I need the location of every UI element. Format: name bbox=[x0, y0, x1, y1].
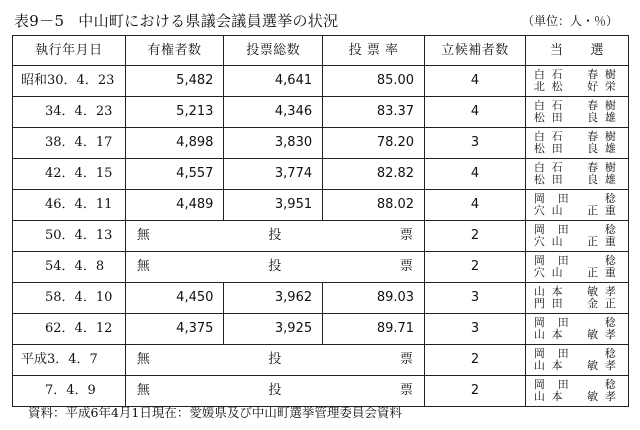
winner-name bbox=[526, 112, 628, 124]
date-text: 46．4．11 bbox=[45, 197, 113, 212]
header-row bbox=[13, 36, 629, 66]
winner-name bbox=[526, 391, 628, 403]
table-row bbox=[13, 376, 629, 407]
winner-name-text: 岡田 稔 bbox=[533, 378, 616, 391]
cell-votes: 4,641 bbox=[224, 66, 323, 97]
date-text: 50．4．13 bbox=[45, 228, 113, 243]
cell-rate: 82.82 bbox=[323, 159, 425, 190]
election-table bbox=[12, 35, 629, 407]
cell-votes: 3,951 bbox=[224, 190, 323, 221]
cell-date bbox=[13, 190, 126, 221]
cell-rate: 83.37 bbox=[323, 97, 425, 128]
cell-winners bbox=[525, 314, 628, 345]
winner-name bbox=[526, 329, 628, 341]
cell-voters: 4,450 bbox=[125, 283, 224, 314]
table-number: 表9－5 bbox=[14, 12, 65, 30]
winner-name-text: 松田 良雄 bbox=[533, 173, 616, 186]
cell-date bbox=[13, 97, 126, 128]
date-text: 38．4．17 bbox=[45, 135, 113, 150]
table-body bbox=[13, 66, 629, 407]
cell-date bbox=[13, 159, 126, 190]
no-vote-char: 投 bbox=[268, 383, 282, 398]
cell-date bbox=[13, 221, 126, 252]
cell-winners bbox=[525, 345, 628, 376]
cell-voters: 5,482 bbox=[125, 66, 224, 97]
date-text: 34．4．23 bbox=[45, 104, 113, 119]
cell-voters: 4,489 bbox=[125, 190, 224, 221]
cell-voters: 4,375 bbox=[125, 314, 224, 345]
header-candidates: 立候補者数 bbox=[425, 36, 526, 66]
cell-winners bbox=[525, 376, 628, 407]
cell-no-vote bbox=[125, 345, 424, 376]
cell-date bbox=[13, 345, 126, 376]
header-winners: 当 選 bbox=[525, 36, 628, 66]
winner-name-text: 白石 春樹 bbox=[533, 68, 616, 81]
date-text: 58．4．10 bbox=[45, 290, 113, 305]
winner-name-text: 岡田 稔 bbox=[533, 347, 616, 360]
table-title bbox=[14, 10, 338, 31]
cell-winners bbox=[525, 221, 628, 252]
cell-voters: 4,898 bbox=[125, 128, 224, 159]
cell-winners bbox=[525, 283, 628, 314]
no-vote-char: 票 bbox=[399, 259, 413, 274]
no-vote-char: 無 bbox=[136, 259, 150, 274]
cell-winners bbox=[525, 66, 628, 97]
table-row bbox=[13, 128, 629, 159]
cell-date bbox=[13, 314, 126, 345]
cell-winners bbox=[525, 97, 628, 128]
cell-voters: 5,213 bbox=[125, 97, 224, 128]
winner-name-text: 松田 良雄 bbox=[533, 142, 616, 155]
no-vote-char: 票 bbox=[399, 228, 413, 243]
cell-candidates: 3 bbox=[425, 314, 526, 345]
table-row bbox=[13, 97, 629, 128]
cell-candidates: 4 bbox=[425, 97, 526, 128]
no-vote-char: 投 bbox=[268, 259, 282, 274]
cell-date bbox=[13, 128, 126, 159]
cell-date bbox=[13, 66, 126, 97]
winner-name-text: 松田 良雄 bbox=[533, 111, 616, 124]
winner-name bbox=[526, 174, 628, 186]
table-row bbox=[13, 159, 629, 190]
cell-rate: 85.00 bbox=[323, 66, 425, 97]
cell-date bbox=[13, 376, 126, 407]
date-text: 62．4．12 bbox=[45, 321, 113, 336]
winner-name-text: 岡田 稔 bbox=[533, 223, 616, 236]
cell-candidates: 4 bbox=[425, 159, 526, 190]
winner-name-text: 岡田 稔 bbox=[533, 192, 616, 205]
cell-candidates: 2 bbox=[425, 221, 526, 252]
winner-name bbox=[526, 205, 628, 217]
table-row bbox=[13, 283, 629, 314]
cell-votes: 3,962 bbox=[224, 283, 323, 314]
winner-name bbox=[526, 298, 628, 310]
cell-winners bbox=[525, 190, 628, 221]
unit-note: （単位：人・％） bbox=[521, 14, 618, 28]
winner-name-text: 山本 敏孝 bbox=[533, 390, 616, 403]
table-title-text: 中山町における県議会議員選挙の状況 bbox=[78, 12, 339, 30]
no-vote-char: 投 bbox=[268, 228, 282, 243]
source-note: 資料：平成6年4月1日現在：愛媛県及び中山町選挙管理委員会資料 bbox=[28, 405, 402, 420]
winner-name-text: 山本 敏孝 bbox=[533, 285, 616, 298]
cell-winners bbox=[525, 252, 628, 283]
table-row bbox=[13, 66, 629, 97]
winner-name-text: 白石 春樹 bbox=[533, 130, 616, 143]
cell-candidates: 4 bbox=[425, 66, 526, 97]
date-text: 42．4．15 bbox=[45, 166, 113, 181]
table-row bbox=[13, 345, 629, 376]
winner-name-text: 穴山 正重 bbox=[533, 204, 616, 217]
winner-name-text: 門田 金正 bbox=[533, 297, 616, 310]
date-text: 平成3．4．7 bbox=[21, 352, 98, 367]
winner-name-text: 穴山 正重 bbox=[533, 235, 616, 248]
winner-name bbox=[526, 81, 628, 93]
no-vote-char: 票 bbox=[399, 383, 413, 398]
winner-name bbox=[526, 143, 628, 155]
winner-name-text: 白石 春樹 bbox=[533, 99, 616, 112]
cell-votes: 3,774 bbox=[224, 159, 323, 190]
winner-name-text: 白石 春樹 bbox=[533, 161, 616, 174]
winner-name-text: 穴山 正重 bbox=[533, 266, 616, 279]
cell-candidates: 3 bbox=[425, 283, 526, 314]
cell-rate: 88.02 bbox=[323, 190, 425, 221]
cell-rate: 78.20 bbox=[323, 128, 425, 159]
winner-name-text: 山本 敏孝 bbox=[533, 328, 616, 341]
table-row bbox=[13, 252, 629, 283]
cell-rate: 89.71 bbox=[323, 314, 425, 345]
cell-winners bbox=[525, 128, 628, 159]
cell-votes: 4,346 bbox=[224, 97, 323, 128]
cell-votes: 3,830 bbox=[224, 128, 323, 159]
table-row bbox=[13, 221, 629, 252]
cell-candidates: 2 bbox=[425, 252, 526, 283]
date-text: 7．4．9 bbox=[45, 383, 96, 398]
header-votes: 投票総数 bbox=[224, 36, 323, 66]
header-rate: 投 票 率 bbox=[323, 36, 425, 66]
winner-name-text: 山本 敏孝 bbox=[533, 359, 616, 372]
no-vote-char: 無 bbox=[136, 383, 150, 398]
cell-date bbox=[13, 283, 126, 314]
header-date: 執行年月日 bbox=[13, 36, 126, 66]
header-voters: 有権者数 bbox=[125, 36, 224, 66]
no-vote-char: 無 bbox=[136, 352, 150, 367]
cell-no-vote bbox=[125, 252, 424, 283]
cell-candidates: 2 bbox=[425, 345, 526, 376]
winner-name bbox=[526, 236, 628, 248]
no-vote-char: 投 bbox=[268, 352, 282, 367]
cell-voters: 4,557 bbox=[125, 159, 224, 190]
no-vote-char: 無 bbox=[136, 228, 150, 243]
table-row bbox=[13, 314, 629, 345]
cell-rate: 89.03 bbox=[323, 283, 425, 314]
winner-name-text: 北松 好栄 bbox=[533, 80, 616, 93]
date-text: 昭和30．4．23 bbox=[21, 73, 115, 88]
winner-name bbox=[526, 267, 628, 279]
cell-no-vote bbox=[125, 221, 424, 252]
winner-name bbox=[526, 360, 628, 372]
table-row bbox=[13, 190, 629, 221]
winner-name-text: 岡田 稔 bbox=[533, 316, 616, 329]
cell-winners bbox=[525, 159, 628, 190]
winner-name-text: 岡田 稔 bbox=[533, 254, 616, 267]
cell-candidates: 3 bbox=[425, 128, 526, 159]
cell-date bbox=[13, 252, 126, 283]
cell-candidates: 2 bbox=[425, 376, 526, 407]
cell-no-vote bbox=[125, 376, 424, 407]
cell-candidates: 4 bbox=[425, 190, 526, 221]
date-text: 54．4．8 bbox=[45, 259, 105, 274]
no-vote-char: 票 bbox=[399, 352, 413, 367]
cell-votes: 3,925 bbox=[224, 314, 323, 345]
